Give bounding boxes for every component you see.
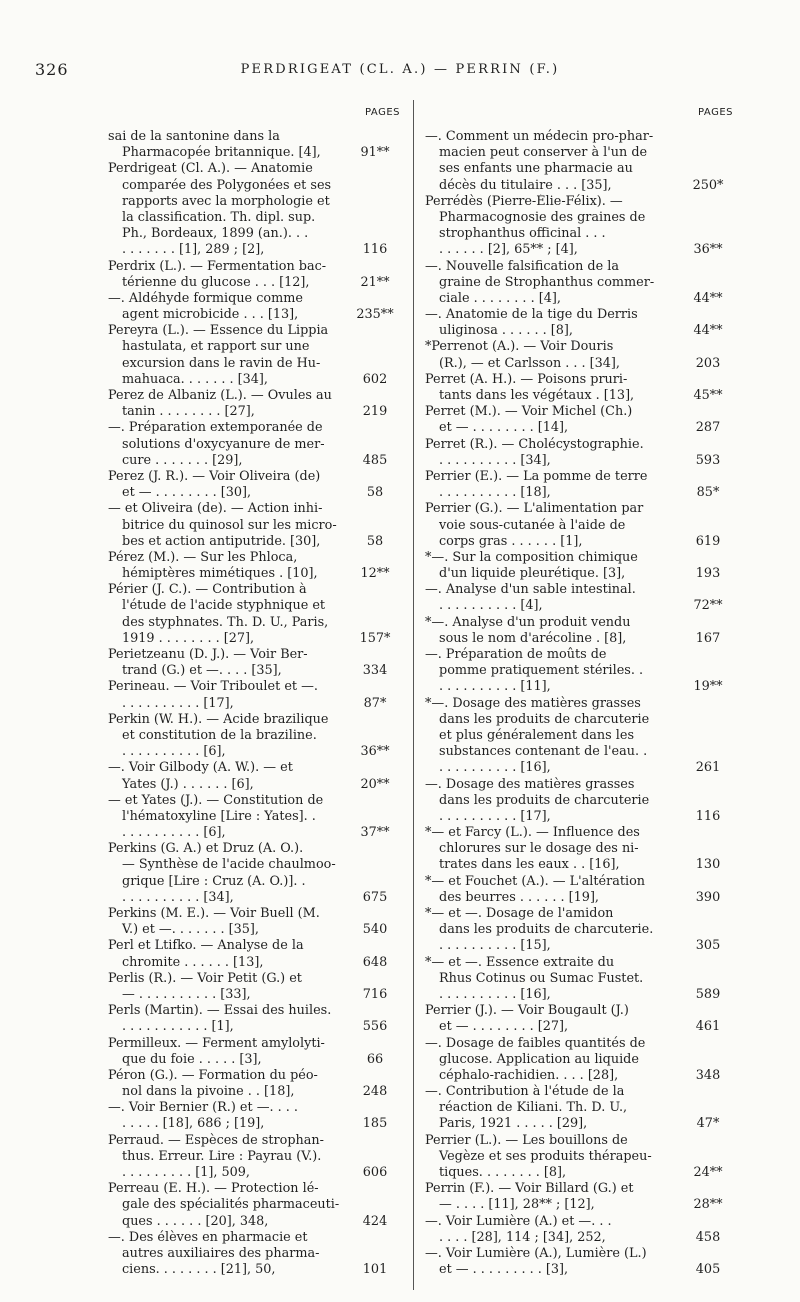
entry-line: *— et —. Essence extraite du (425, 954, 615, 970)
entry-line: . . . . . . . . . . [34], (439, 452, 551, 468)
entry-line: thus. Erreur. Lire : Payrau (V.). (122, 1148, 322, 1164)
entry-line: Péron (G.). — Formation du péo- (108, 1067, 318, 1083)
entry-line: Perls (Martin). — Essai des huiles. (108, 1003, 332, 1019)
entry-line: Perkins (G. A.) et Druz (A. O.). (108, 841, 304, 857)
entry-line: . . . . . . . . . . [17], (439, 808, 551, 824)
index-entry (108, 1003, 400, 1035)
entry-page-ref: 58 (366, 533, 384, 549)
index-entry (425, 955, 733, 1004)
index-entry (425, 307, 733, 339)
entry-line: que du foie . . . . . [3], (122, 1051, 262, 1067)
entry-line: —. Anatomie de la tige du Derris (425, 307, 638, 323)
entry-line: . . . . . . . . . . [17], (122, 695, 234, 711)
entry-line: Perret (R.). — Cholécystographie. (425, 436, 644, 452)
entry-line: . . . . . . . . . . [16], (439, 986, 551, 1002)
entry-line: . . . . . . . . . . [15], (439, 938, 551, 954)
entry-line: pomme pratiquement stériles. . (439, 663, 644, 679)
entry-page-ref: 101 (362, 1262, 388, 1278)
entry-page-ref: 424 (362, 1213, 388, 1229)
entry-line: trates dans les eaux . . [16], (439, 857, 620, 873)
entry-line: Perietzeanu (D. J.). — Voir Ber- (108, 647, 308, 662)
entry-line: graine de Strophanthus commer- (439, 274, 655, 290)
entry-line: —. Des élèves en pharmacie et (108, 1229, 308, 1245)
entry-line: — . . . . [11], 28** ; [12], (439, 1197, 595, 1213)
entry-line: réaction de Kiliani. Th. D. U., (439, 1100, 628, 1116)
entry-line: —. Dosage des matières grasses (425, 776, 635, 792)
entry-page-ref: 461 (695, 1019, 721, 1035)
index-entry (108, 1036, 400, 1068)
pages-label: PAGES (698, 107, 733, 118)
entry-page-ref: 87* (363, 695, 387, 711)
entry-line: tanin . . . . . . . . [27], (122, 404, 255, 420)
entry-line: Perret (A. H.). — Poisons pruri- (425, 371, 628, 387)
entry-page-ref: 36** (693, 242, 723, 258)
entry-line: hémiptères mimétiques . [10], (122, 566, 318, 582)
index-entry (108, 647, 400, 679)
index-entry (425, 1036, 733, 1085)
entry-line: —. Voir Gilbody (A. W.). — et (108, 760, 293, 776)
entry-page-ref: 556 (362, 1019, 388, 1035)
entry-page-ref: 72** (693, 598, 723, 614)
index-entry (108, 1181, 400, 1230)
entry-line: sous le nom d'arécoline . [8], (439, 630, 627, 646)
entry-line: mahuaca. . . . . . . [34], (122, 371, 268, 387)
entry-line: trand (G.) et —. . . . [35], (122, 663, 282, 679)
entry-line: *—. Sur la composition chimique (425, 549, 638, 565)
entry-line: nol dans la pivoine . . [18], (122, 1084, 295, 1100)
entry-page-ref: 348 (695, 1067, 721, 1083)
index-entry (108, 259, 400, 291)
entry-line: Perrédès (Pierre-Élie-Félix). — (425, 193, 623, 209)
entry-line: — et Oliveira (de). — Action inhi- (108, 501, 323, 517)
running-head-title: PERDRIGEAT (CL. A.) — PERRIN (F.) (240, 62, 560, 77)
entry-line: . . . . . . . . . . [6], (122, 825, 226, 841)
entry-line: rapports avec la morphologie et (122, 193, 330, 209)
entry-line: *—. Analyse d'un produit vendu (425, 614, 631, 630)
index-entry (108, 388, 400, 420)
index-entry (425, 129, 733, 194)
entry-line: térienne du glucose . . . [12], (122, 274, 310, 290)
entry-line: Perrier (G.). — L'alimentation par (425, 501, 644, 517)
entry-line: *— et —. Dosage de l'amidon (425, 906, 614, 921)
entry-line: la classification. Th. dipl. sup. (122, 209, 316, 225)
entry-page-ref: 44** (693, 323, 723, 339)
entry-line: (R.), — et Carlsson . . . [34], (439, 355, 620, 371)
entry-line: *—. Dosage des matières grasses (425, 695, 641, 711)
entry-line: ques . . . . . . [20], 348, (122, 1213, 269, 1229)
index-entry (108, 323, 400, 388)
entry-line: . . . . [28], 114 ; [34], 252, (439, 1229, 606, 1245)
index-entry (425, 874, 733, 906)
index-entry (425, 437, 733, 469)
index-entry (425, 469, 733, 501)
entry-page-ref: 305 (695, 938, 721, 954)
entry-line: cure . . . . . . . [29], (122, 452, 243, 468)
entry-line: agent microbicide . . . [13], (122, 307, 299, 323)
entry-line: Perkin (W. H.). — Acide brazilique (108, 711, 329, 727)
entry-line: Perrier (L.). — Les bouillons de (425, 1132, 628, 1148)
index-entry (108, 1100, 400, 1132)
index-entry (425, 1084, 733, 1133)
entry-line: sai de la santonine dans la (108, 129, 280, 144)
entry-page-ref: 485 (362, 452, 388, 468)
entry-line: uliginosa . . . . . . [8], (439, 323, 573, 339)
entry-line: —. Préparation extemporanée de (108, 420, 323, 436)
column-divider (413, 100, 414, 1290)
entry-line: . . . . . . . . . [1], 509, (122, 1165, 250, 1180)
entry-line: Paris, 1921 . . . . . [29], (439, 1116, 588, 1132)
entry-line: d'un liquide pleurétique. [3], (439, 566, 626, 582)
entry-line: . . . . . . . . . . [4], (439, 598, 543, 614)
entry-line: *Perrenot (A.). — Voir Douris (425, 339, 614, 355)
entry-line: gale des spécialités pharmaceuti- (122, 1197, 340, 1213)
entry-page-ref: 648 (362, 954, 388, 970)
entry-page-ref: 602 (362, 371, 388, 387)
entry-page-ref: 675 (362, 889, 388, 905)
index-entry (425, 1003, 733, 1035)
entry-page-ref: 44** (693, 290, 723, 306)
entry-line: ciale . . . . . . . . [4], (439, 290, 561, 306)
index-entry (425, 1214, 733, 1246)
entry-line: corps gras . . . . . . [1], (439, 533, 583, 549)
entry-page-ref: 287 (695, 420, 721, 436)
entry-line: . . . . . . . . . . [34], (122, 889, 234, 905)
index-entry (108, 469, 400, 501)
entry-page-ref: 235** (356, 307, 394, 323)
index-entry (108, 1068, 400, 1100)
running-header (0, 60, 800, 84)
entry-line: V.) et —. . . . . . . [35], (122, 922, 259, 938)
entry-line: ciens. . . . . . . . [21], 50, (122, 1262, 276, 1278)
entry-line: Perlis (R.). — Voir Petit (G.) et (108, 970, 302, 986)
entry-line: et — . . . . . . . . . [3], (439, 1262, 569, 1278)
index-entry (108, 420, 400, 469)
entry-line: Pereyra (L.). — Essence du Lippia (108, 323, 329, 339)
entry-line: excursion dans le ravin de Hu- (122, 355, 321, 371)
index-entry (425, 647, 733, 696)
index-entry (425, 372, 733, 404)
entry-page-ref: 66 (366, 1051, 384, 1067)
entry-page-ref: 716 (362, 986, 388, 1002)
entry-line: des beurres . . . . . . [19], (439, 889, 599, 905)
entry-line: l'hématoxyline [Lire : Yates]. . (122, 808, 316, 824)
index-entry (108, 971, 400, 1003)
entry-line: —. Voir Bernier (R.) et —. . . . (108, 1100, 298, 1116)
entry-page-ref: 334 (362, 663, 388, 679)
entry-line: et plus généralement dans les (439, 727, 635, 743)
index-entry (425, 194, 733, 259)
entry-line: l'étude de l'acide styphnique et (122, 598, 326, 614)
entry-line: —. Analyse d'un sable intestinal. (425, 582, 636, 598)
entry-page-ref: 193 (695, 566, 721, 582)
entry-page-ref: 58 (366, 485, 384, 501)
index-entry (108, 1230, 400, 1279)
entry-line: Pharmacopée britannique. [4], (122, 145, 321, 161)
entry-line: Ph., Bordeaux, 1899 (an.). . . (122, 226, 309, 242)
entry-line: chromite . . . . . . [13], (122, 954, 264, 970)
entry-line: Perez de Albaniz (L.). — Ovules au (108, 388, 332, 403)
pages-label: PAGES (365, 107, 400, 118)
entry-line: —. Nouvelle falsification de la (425, 258, 619, 274)
entry-line: Yates (J.) . . . . . . [6], (122, 776, 254, 792)
entry-line: Perdrix (L.). — Fermentation bac- (108, 258, 327, 274)
entry-line: *— et Farcy (L.). — Influence des (425, 825, 640, 841)
index-entry (108, 501, 400, 550)
entry-line: . . . . . [18], 686 ; [19], (122, 1116, 265, 1132)
entry-line: . . . . . . [2], 65** ; [4], (439, 242, 578, 258)
entry-page-ref: 458 (695, 1229, 721, 1245)
index-entry (108, 906, 400, 938)
entry-line: et constitution de la braziline. (122, 727, 317, 743)
index-entry (425, 825, 733, 874)
entry-line: dans les produits de charcuterie (439, 792, 650, 808)
entry-page-ref: 185 (362, 1116, 388, 1132)
entry-line: —. Dosage de faibles quantités de (425, 1035, 646, 1051)
entry-line: bitrice du quinosol sur les micro- (122, 517, 337, 533)
pages-column-header (108, 107, 400, 129)
entry-page-ref: 21** (360, 274, 390, 290)
entry-page-ref: 91** (360, 145, 390, 161)
entry-line: céphalo-rachidien. . . . [28], (439, 1067, 619, 1083)
entry-page-ref: 250* (692, 177, 724, 193)
index-entry (425, 1133, 733, 1182)
entry-line: et — . . . . . . . . [30], (122, 485, 252, 501)
entry-page-ref: 219 (362, 404, 388, 420)
entry-line: . . . . . . . . . . [11], (439, 679, 551, 695)
entry-line: —. Voir Lumière (A.) et —. . . (425, 1213, 612, 1229)
entry-line: ses enfants une pharmacie au (439, 161, 633, 177)
entry-line: Perreau (E. H.). — Protection lé- (108, 1181, 319, 1197)
entry-line: Perineau. — Voir Triboulet et —. (108, 679, 318, 695)
entry-page-ref: 12** (360, 566, 390, 582)
entry-line: dans les produits de charcuterie. (439, 922, 654, 938)
entry-page-ref: 606 (362, 1165, 388, 1180)
index-entry (108, 841, 400, 906)
entry-line: glucose. Application au liquide (439, 1051, 639, 1067)
entry-line: . . . . . . . . . . [18], (439, 485, 551, 501)
entry-line: solutions d'oxycyanure de mer- (122, 436, 325, 452)
index-entry (108, 938, 400, 970)
entry-line: — et Yates (J.). — Constitution de (108, 792, 324, 808)
entry-page-ref: 261 (695, 760, 721, 776)
entry-page-ref: 19** (693, 679, 723, 695)
entry-line: 1919 . . . . . . . . [27], (122, 630, 255, 646)
entry-line: Rhus Cotinus ou Sumac Fustet. (439, 970, 644, 986)
entry-page-ref: 248 (362, 1084, 388, 1100)
index-entry (425, 1181, 733, 1213)
index-entry (425, 777, 733, 826)
pages-column-header (425, 107, 733, 129)
index-entry (425, 906, 733, 955)
entry-line: —. Aldéhyde formique comme (108, 290, 303, 306)
entry-line: Pharmacognosie des graines de (439, 209, 646, 225)
entry-line: substances contenant de l'eau. . (439, 744, 648, 760)
entry-page-ref: 589 (695, 986, 721, 1002)
entry-page-ref: 390 (695, 889, 721, 905)
entry-line: grique [Lire : Cruz (A. O.)]. . (122, 873, 306, 889)
entry-line: . . . . . . . . . . [16], (439, 760, 551, 776)
entry-line: —. Comment un médecin pro-phar- (425, 129, 654, 144)
index-entry (108, 161, 400, 258)
entry-line: autres auxiliaires des pharma- (122, 1245, 320, 1261)
index-entry (425, 1246, 733, 1278)
entry-line: —. Préparation de moûts de (425, 647, 607, 662)
entry-line: Perrier (J.). — Voir Bougault (J.) (425, 1003, 629, 1019)
index-entry (108, 760, 400, 792)
entry-page-ref: 116 (362, 242, 388, 258)
entry-page-ref: 167 (695, 630, 721, 646)
entry-page-ref: 157* (359, 630, 391, 646)
index-entry (425, 550, 733, 582)
entry-page-ref: 28** (693, 1197, 723, 1213)
entry-page-ref: 130 (695, 857, 721, 873)
entry-line: *— et Fouchet (A.). — L'altération (425, 873, 646, 889)
entry-page-ref: 593 (695, 452, 721, 468)
entry-line: Perrin (F.). — Voir Billard (G.) et (425, 1181, 634, 1197)
index-entry (108, 550, 400, 582)
entry-line: Perraud. — Espèces de strophan- (108, 1132, 324, 1148)
entry-line: —. Contribution à l'étude de la (425, 1084, 625, 1100)
entry-page-ref: 405 (695, 1262, 721, 1278)
index-entry (425, 259, 733, 308)
entry-line: bes et action antiputride. [30], (122, 533, 321, 549)
index-entry (108, 793, 400, 842)
entry-line: hastulata, et rapport sur une (122, 339, 310, 355)
index-column-left (108, 107, 400, 1278)
entry-page-ref: 540 (362, 922, 388, 938)
entry-line: et — . . . . . . . . [14], (439, 420, 569, 436)
entry-page-ref: 20** (360, 776, 390, 792)
entry-line: — . . . . . . . . . . [33], (122, 986, 251, 1002)
entry-line: Perret (M.). — Voir Michel (Ch.) (425, 404, 633, 420)
entry-page-ref: 116 (695, 808, 721, 824)
entry-page-ref: 203 (695, 355, 721, 371)
entry-page-ref: 45** (693, 388, 723, 403)
entry-line: Perez (J. R.). — Voir Oliveira (de) (108, 468, 321, 484)
entry-line: tants dans les végétaux . [13], (439, 388, 635, 403)
index-entry (425, 404, 733, 436)
entry-line: . . . . . . . . . . [6], (122, 744, 226, 760)
index-entry (108, 129, 400, 161)
entry-line: Pérez (M.). — Sur les Phloca, (108, 549, 298, 565)
index-entry (108, 291, 400, 323)
entry-line: — Synthèse de l'acide chaulmoo- (122, 857, 336, 873)
index-column-right (425, 107, 733, 1278)
entry-page-ref: 85* (696, 485, 720, 501)
entry-line: Permilleux. — Ferment amylolyti- (108, 1035, 325, 1051)
entry-line: Vegèze et ses produits thérapeu- (439, 1148, 652, 1164)
entry-line: Périer (J. C.). — Contribution à (108, 582, 307, 598)
index-entry (108, 679, 400, 711)
index-entry (425, 582, 733, 614)
index-entry (108, 582, 400, 647)
entry-line: tiques. . . . . . . . [8], (439, 1165, 567, 1180)
entry-line: comparée des Polygonées et ses (122, 177, 332, 193)
entry-line: chlorures sur le dosage des ni- (439, 841, 639, 857)
entry-line: . . . . . . . [1], 289 ; [2], (122, 242, 265, 258)
entry-line: Perkins (M. E.). — Voir Buell (M. (108, 906, 320, 921)
entry-page-ref: 36** (360, 744, 390, 760)
entry-line: voie sous-cutanée à l'aide de (439, 517, 626, 533)
index-entry (425, 615, 733, 647)
page-number: 326 (35, 60, 69, 79)
entry-line: strophanthus officinal . . . (439, 226, 606, 242)
entry-page-ref: 37** (360, 825, 390, 841)
entry-line: et — . . . . . . . . [27], (439, 1019, 569, 1035)
index-entry (425, 696, 733, 777)
index-entry (108, 712, 400, 761)
entry-line: Perdrigeat (Cl. A.). — Anatomie (108, 161, 313, 177)
entry-line: . . . . . . . . . . . [1], (122, 1019, 234, 1035)
entry-page-ref: 619 (695, 533, 721, 549)
entry-line: des styphnates. Th. D. U., Paris, (122, 614, 329, 630)
entry-line: macien peut conserver à l'un de (439, 145, 648, 161)
index-entry (425, 339, 733, 371)
entry-line: —. Voir Lumière (A.), Lumière (L.) (425, 1245, 647, 1261)
entry-line: dans les produits de charcuterie (439, 711, 650, 727)
index-entry (108, 1133, 400, 1182)
entry-page-ref: 24** (693, 1165, 723, 1180)
entry-page-ref: 47* (696, 1116, 720, 1132)
index-entry (425, 501, 733, 550)
entry-line: décès du titulaire . . . [35], (439, 177, 612, 193)
entry-line: Perl et Ltifko. — Analyse de la (108, 938, 304, 954)
entry-line: Perrier (E.). — La pomme de terre (425, 468, 648, 484)
